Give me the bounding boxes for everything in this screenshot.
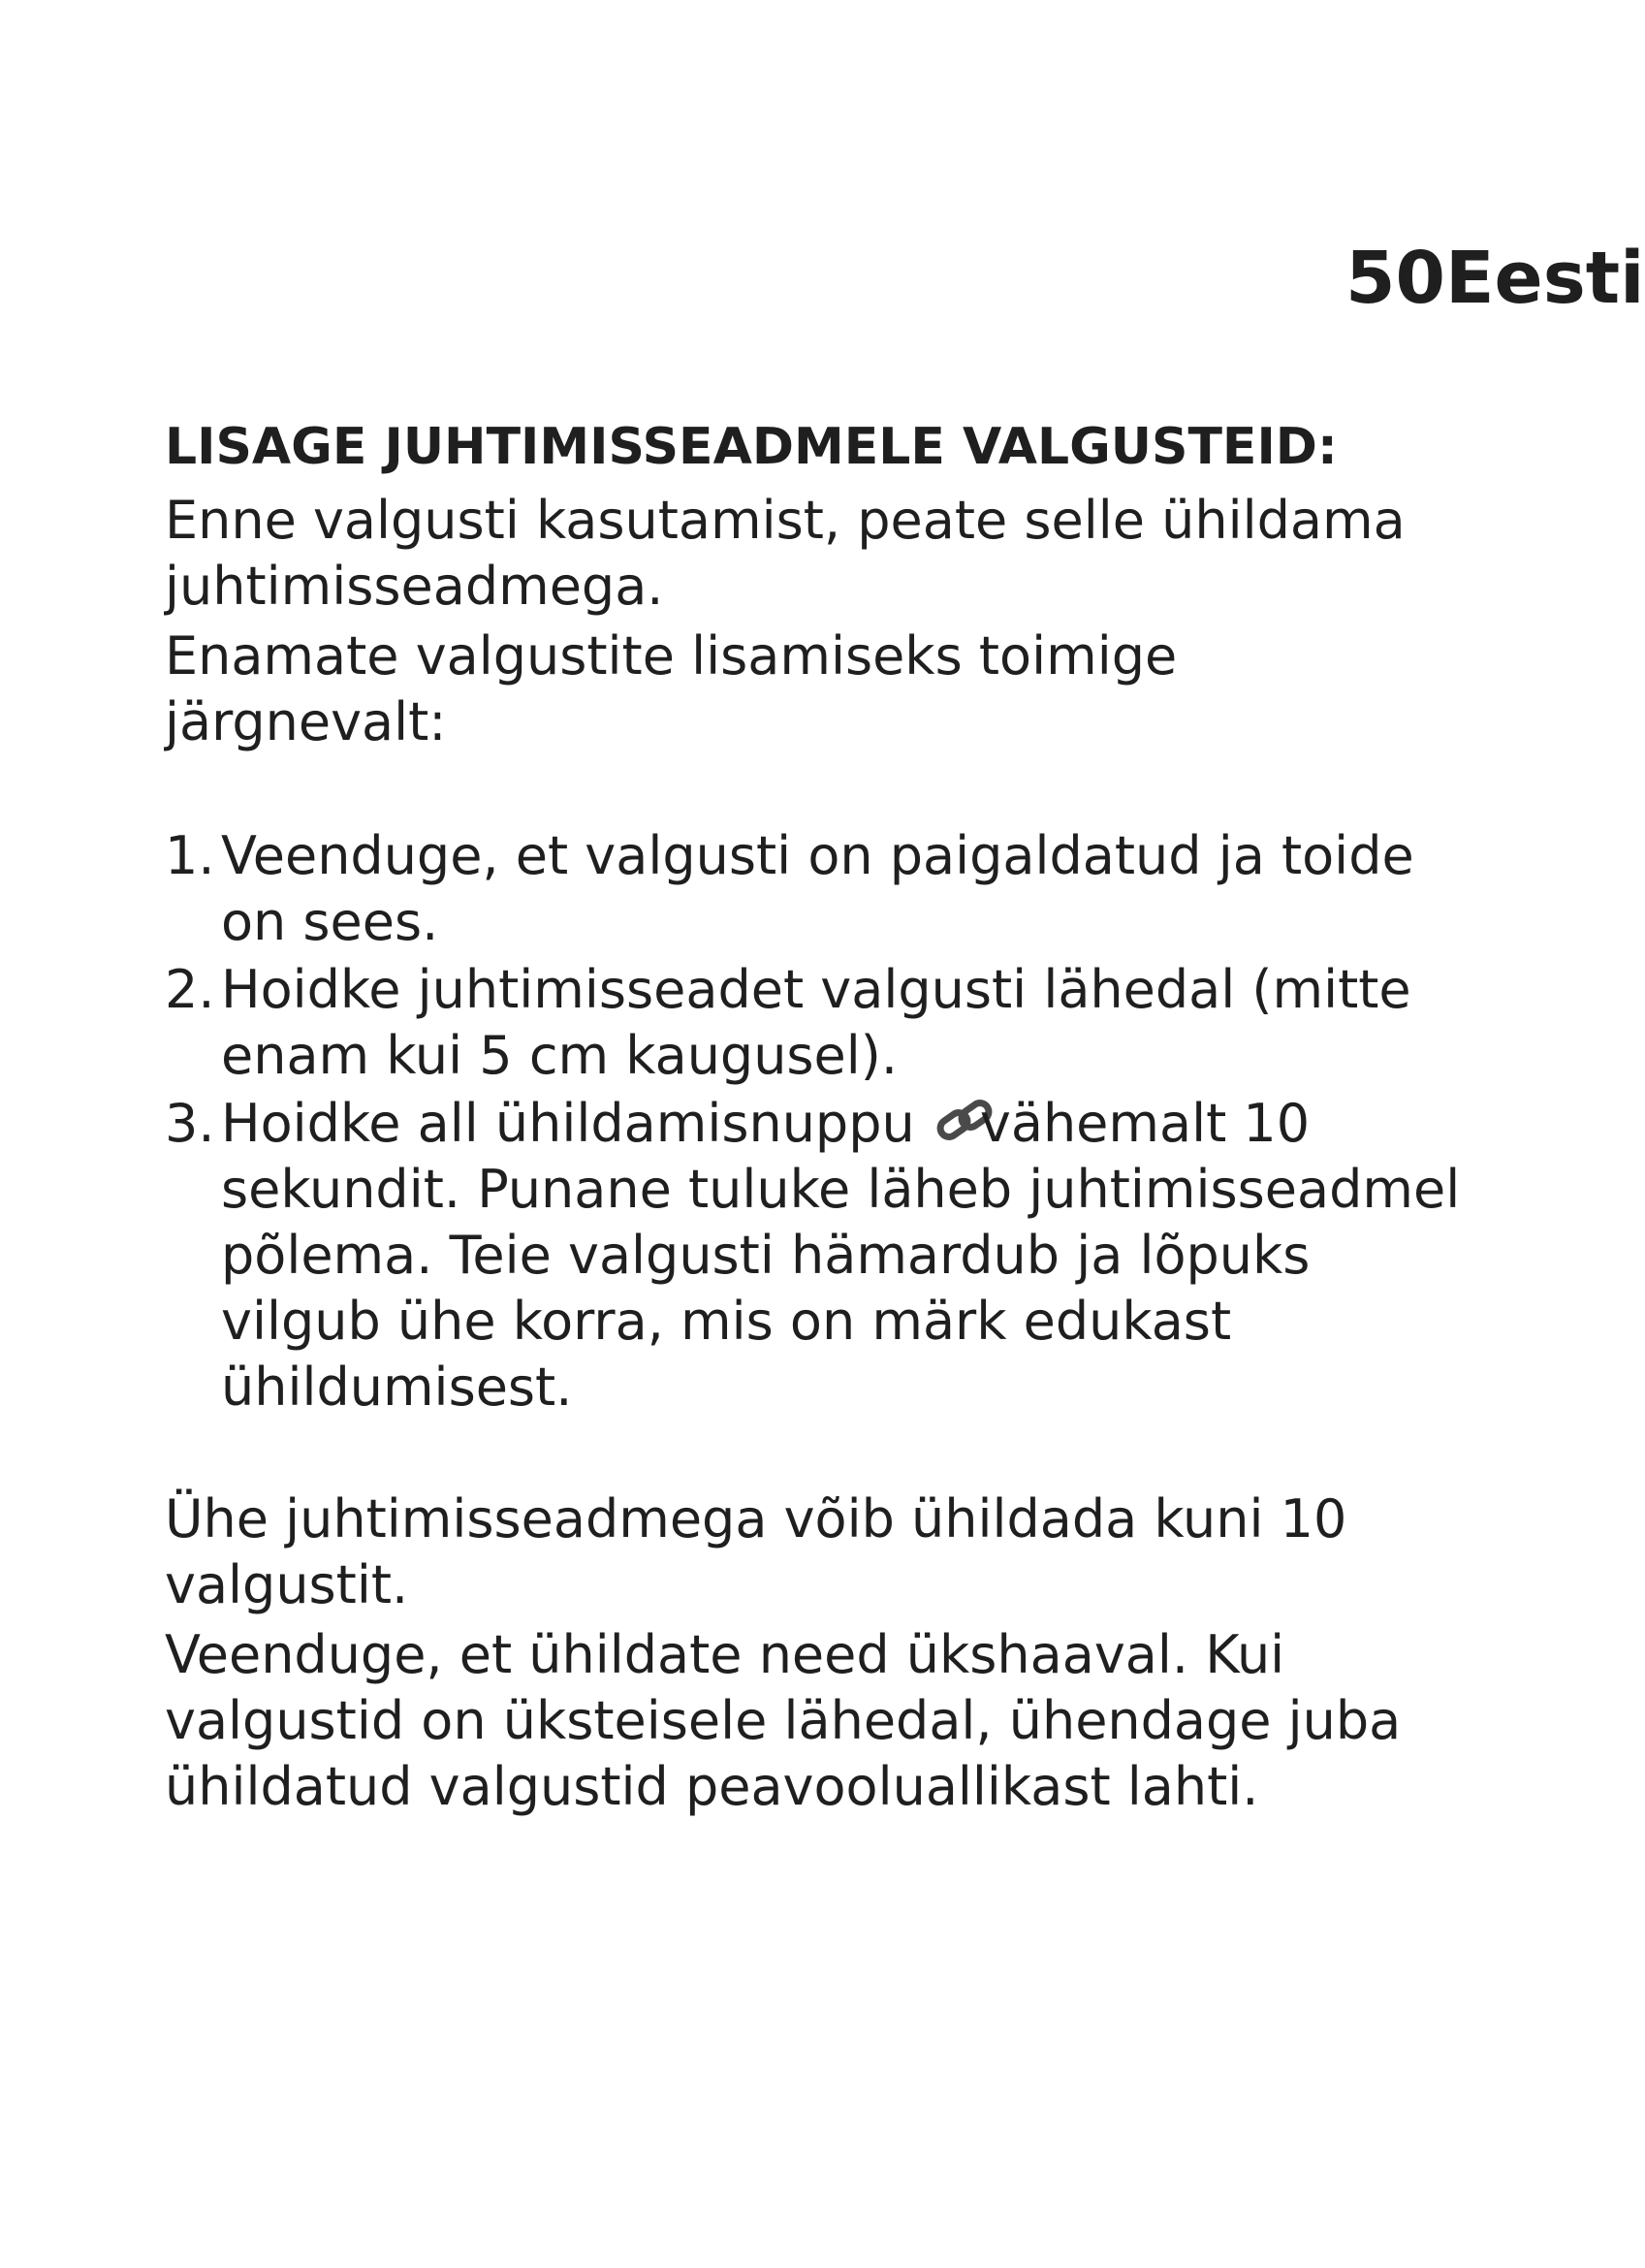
- step-number: 1.: [165, 825, 215, 886]
- note-paragraph-1: Ühe juhtimisseadmega võib ühildada kuni 10 valgustit.: [165, 1488, 1347, 1615]
- step-number: 3.: [165, 1093, 215, 1154]
- note-paragraph-2: Veenduge, et ühildate need ükshaaval. Kui valgustid on üksteisele lähedal, ühendage juba ühildatud valgustid peavooluallikast lahti.: [165, 1624, 1402, 1817]
- step-text-before-icon: Hoidke all ühildamisnuppu: [221, 1093, 932, 1154]
- step-text-after-icon: vähemalt 10 sekundit. Punane tuluke läheb juhtimisseadmel põlema. Teie valgusti hämardub ja lõpuks vilgub ühe korra, mis on märk edukast ühildumisest.: [221, 1093, 1461, 1418]
- page-number: 50Eesti: [1345, 237, 1645, 320]
- step-item: [165, 1091, 1464, 1421]
- section-heading: LISAGE JUHTIMISSEADMELE VALGUSTEID:: [165, 418, 1338, 476]
- step-item: [165, 957, 1464, 1089]
- instructions-section: [165, 412, 1464, 1824]
- step-text: Veenduge, et valgusti on paigaldatud ja toide on sees.: [221, 825, 1414, 952]
- step-text: Hoidke juhtimisseadet valgusti lähedal (mitte enam kui 5 cm kaugusel).: [221, 959, 1411, 1086]
- spacer: [165, 1422, 1464, 1486]
- intro-paragraph-2: Enamate valgustite lisamiseks toimige järgnevalt:: [165, 625, 1178, 752]
- step-number: 2.: [165, 959, 215, 1020]
- spacer: [165, 759, 1464, 823]
- steps-list: [165, 823, 1464, 1421]
- step-item: [165, 823, 1464, 955]
- intro-paragraph-1: Enne valgusti kasutamist, peate selle ühildama juhtimisseadmega.: [165, 490, 1406, 617]
